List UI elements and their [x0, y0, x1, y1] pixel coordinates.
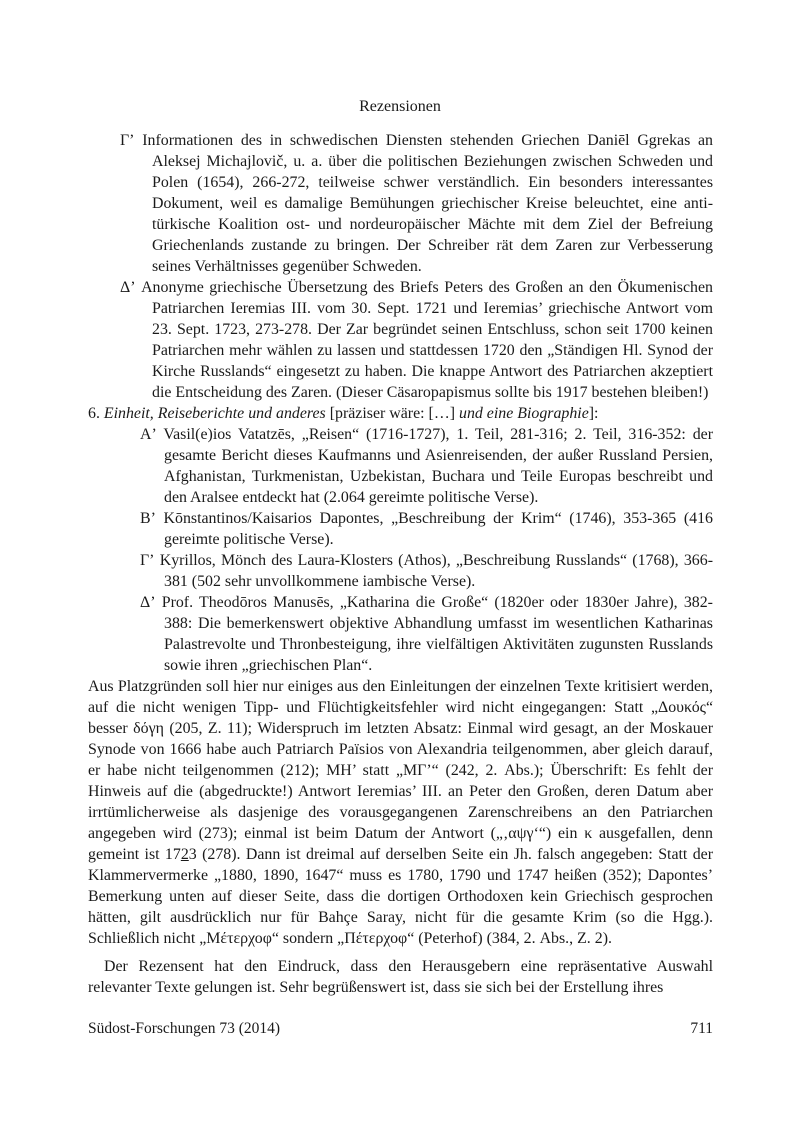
item-text: Kōnstantinos/Kaisarios Dapontes, „Beschreibung der Krim“ (1746), 353-365 (416 gereimte politische Verse).: [163, 510, 713, 548]
section-note-italic: und eine Biographie: [459, 405, 589, 422]
underlined-digit: 2: [180, 846, 189, 863]
entry-marker: Δʼ: [120, 279, 136, 296]
section-6-item-delta: [140, 592, 713, 676]
entry-gamma: [120, 130, 713, 277]
item-marker: Bʼ: [140, 510, 156, 527]
entry-text: Informationen des in schwedischen Diensten stehenden Griechen Daniēl Ggrekas an Aleksej Michajlovič, u. a. über die politischen Beziehungen zwischen Schweden und Polen (1654), 266-272, teilweise schwer verständlich. Ein besonders interessantes Dokument, weil es damalige Bemühungen griechischer Kreise beleuchtet, eine anti-türkische Koalition ost- und nordeuropäischer Mächte mit dem Ziel der Befreiung Griechenlands zustande zu bringen. Der Schreiber rät dem Zaren zur Verbesserung seines Verhältnisses gegenüber Schweden.: [142, 132, 713, 275]
page-footer: [88, 1018, 713, 1040]
item-text: Vasil(e)ios Vatatzēs, „Reisen“ (1716-1727), 1. Teil, 281-316; 2. Teil, 316-352: der gesamte Bericht dieses Kaufmanns und Asienreisenden, der außer Russland Persien, Afghanistan, Turkmenistan, Uzbekistan, Buchara und Teile Europas beschreibt und den Aralsee entdeckt hat (2.064 gereimte politische Verse).: [163, 426, 714, 506]
running-header: Rezensionen: [359, 98, 441, 115]
section-number: 6.: [88, 405, 100, 422]
entry-marker: Γʼ: [120, 132, 135, 149]
section-6-item-a: [140, 424, 713, 508]
critique-text-end: 3 (278). Dann ist dreimal auf derselben Seite ein Jh. falsch angegeben: Statt der Klammervermerke „1880, 1890, 1647“ muss es 1780, 1790 und 1747 heißen (352); Dapontes’ Bemerkung unten auf dieser Seite, dass die dortigen Orthodoxen kein Griechisch gesprochen hätten, gilt ausdrücklich nur für Bahçe Saray, nicht für die gesamte Krim (so die Hgg.). Schließlich nicht „Μέτερχοφ“ sondern „Πέτερχοφ“ (Peterhof) (384, 2. Abs., Z. 2).: [88, 846, 713, 947]
entry-text: Anonyme griechische Übersetzung des Briefs Peters des Großen an den Ökumenischen Patriarchen Ieremias III. vom 30. Sept. 1721 und Ieremias’ griechische Antwort vom 23. Sept. 1723, 273-278. Der Zar begründet seinen Entschluss, schon seit 1700 keinen Patriarchen mehr wählen zu lassen und stattdessen 1720 den „Ständigen Hl. Synod der Kirche Russlands“ eingesetzt zu haben. Die knappe Antwort des Patriarchen akzeptiert die Entscheidung des Zaren. (Dieser Cäsaropapismus sollte bis 1917 bestehen bleiben!): [141, 279, 713, 401]
item-marker: Δʼ: [140, 594, 156, 611]
item-marker: Aʼ: [140, 426, 157, 443]
page-body: [88, 130, 713, 998]
section-6-item-b: [140, 508, 713, 550]
conclusion-paragraph: Der Rezensent hat den Eindruck, dass den Herausgebern eine repräsentative Auswahl relevanter Texte gelungen ist. Sehr begrüßenswert ist, dass sie sich bei der Erstellung ihres: [88, 958, 713, 996]
section-note-close: ]:: [588, 405, 599, 422]
item-text: Prof. Theodōros Manusēs, „Katharina die Große“ (1820er oder 1830er Jahre), 382-388: Die bemerkenswert objektive Abhandlung umfasst im wesentlichen Katharinas Palastrevolte und Thronbesteigung, ihre vielfältigen Aktivitäten zugunsten Russlands sowie ihren „griechischen Plan“.: [161, 594, 713, 674]
critique-paragraph: [88, 676, 713, 949]
journal-citation: Südost-Forschungen 73 (2014): [88, 1020, 281, 1037]
section-6-heading: [88, 403, 713, 424]
entry-delta: [120, 277, 713, 403]
page-number: 711: [690, 1020, 713, 1037]
section-title: Einheit, Reiseberichte und anderes: [103, 405, 326, 422]
critique-text-start: Aus Platzgründen soll hier nur einiges aus den Einleitungen der einzelnen Texte kritisiert werden, auf die nicht wenigen Tipp- und Flüchtigkeitsfehler wird nicht eingegangen: Statt „Δουκός“ besser δόγη (205, Z. 11); Widerspruch im letzten Absatz: Einmal wird gesagt, an der Moskauer Synode von 1666 habe auch Patriarch Païsios von Alexandria teilgenommen, aber gleich darauf, er habe nicht teilgenommen (212); MH’ statt „MΓ’“ (242, 2. Abs.); Überschrift: Es fehlt der Hinweis auf die (abgedruckte!) Antwort Ieremias’ III. an Peter den Großen, deren Datum aber irrtümlicherweise als dasjenige des vorausgegangenen Zarenschreibens an den Patriarchen angegeben wird (273); einmal ist beim Datum der Antwort („‚αψγ‘“) ein κ ausgefallen, denn gemeint ist 17: [88, 678, 713, 863]
section-note-open: [präziser wäre: […]: [329, 405, 456, 422]
item-text: Kyrillos, Mönch des Laura-Klosters (Athos), „Beschreibung Russlands“ (1768), 366-381 (502 sehr unvollkommene iambische Verse).: [159, 552, 713, 590]
section-6-item-gamma: [140, 550, 713, 592]
item-marker: Γʼ: [140, 552, 155, 569]
